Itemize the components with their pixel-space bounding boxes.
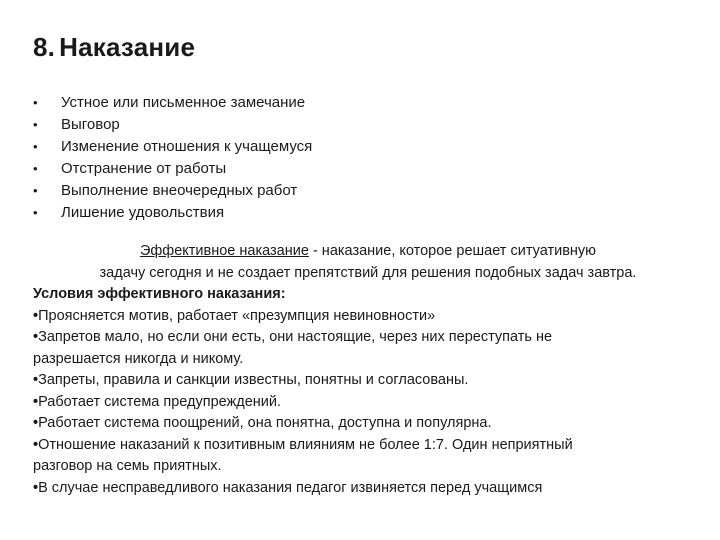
- conditions-heading: Условия эффективного наказания:: [33, 286, 286, 302]
- condition-line: •Отношение наказаний к позитивным влияниям не более 1:7. Один неприятный: [33, 436, 573, 453]
- condition-line: разговор на семь приятных.: [33, 458, 222, 474]
- list-item: [33, 136, 312, 158]
- condition-line: •Запретов мало, но если они есть, они настоящие, через них переступать не: [33, 329, 553, 345]
- list-item-text: Отстранение от работы: [61, 160, 227, 177]
- condition-line: •Работает система поощрений, она понятна, доступна и популярна.: [33, 415, 492, 431]
- bullet-icon: •: [33, 117, 38, 132]
- condition-line: •В случае несправедливого наказания педагог извиняется перед учащимся: [33, 479, 543, 496]
- list-item: [33, 180, 312, 202]
- bullet-icon: •: [33, 161, 38, 176]
- definition-paragraph: [33, 241, 693, 284]
- condition-line: •Проясняется мотив, работает «презумпция невиновности»: [33, 307, 436, 324]
- definition-term: Эффективное наказание: [139, 243, 309, 259]
- text-body: [33, 241, 693, 499]
- condition-line: •Работает система предупреждений.: [33, 393, 282, 410]
- title-text: Наказание: [59, 32, 196, 62]
- title-number: 8.: [33, 32, 56, 62]
- definition-text-line2: задачу сегодня и не создает препятствий для решения подобных задач завтра.: [99, 264, 637, 281]
- list-item-text: Выговор: [61, 116, 120, 133]
- list-item: [33, 114, 312, 136]
- list-item-text: Лишение удовольствия: [61, 204, 225, 221]
- condition-line: •Запреты, правила и санкции известны, понятны и согласованы.: [33, 372, 469, 388]
- list-item: [33, 202, 312, 224]
- list-item-text: Устное или письменное замечание: [61, 94, 306, 111]
- list-item-text: Изменение отношения к учащемуся: [61, 138, 313, 155]
- definition-text: - наказание, которое решает ситуативную: [308, 243, 597, 259]
- list-item: [33, 92, 312, 114]
- punishment-list: [33, 92, 312, 224]
- list-item-text: Выполнение внеочередных работ: [61, 182, 298, 199]
- slide-title: [33, 32, 195, 63]
- bullet-icon: •: [33, 183, 38, 198]
- list-item: [33, 158, 312, 180]
- bullet-icon: •: [33, 139, 38, 154]
- condition-line: разрешается никогда и никому.: [33, 350, 244, 367]
- bullet-icon: •: [33, 205, 38, 220]
- bullet-icon: •: [33, 95, 38, 110]
